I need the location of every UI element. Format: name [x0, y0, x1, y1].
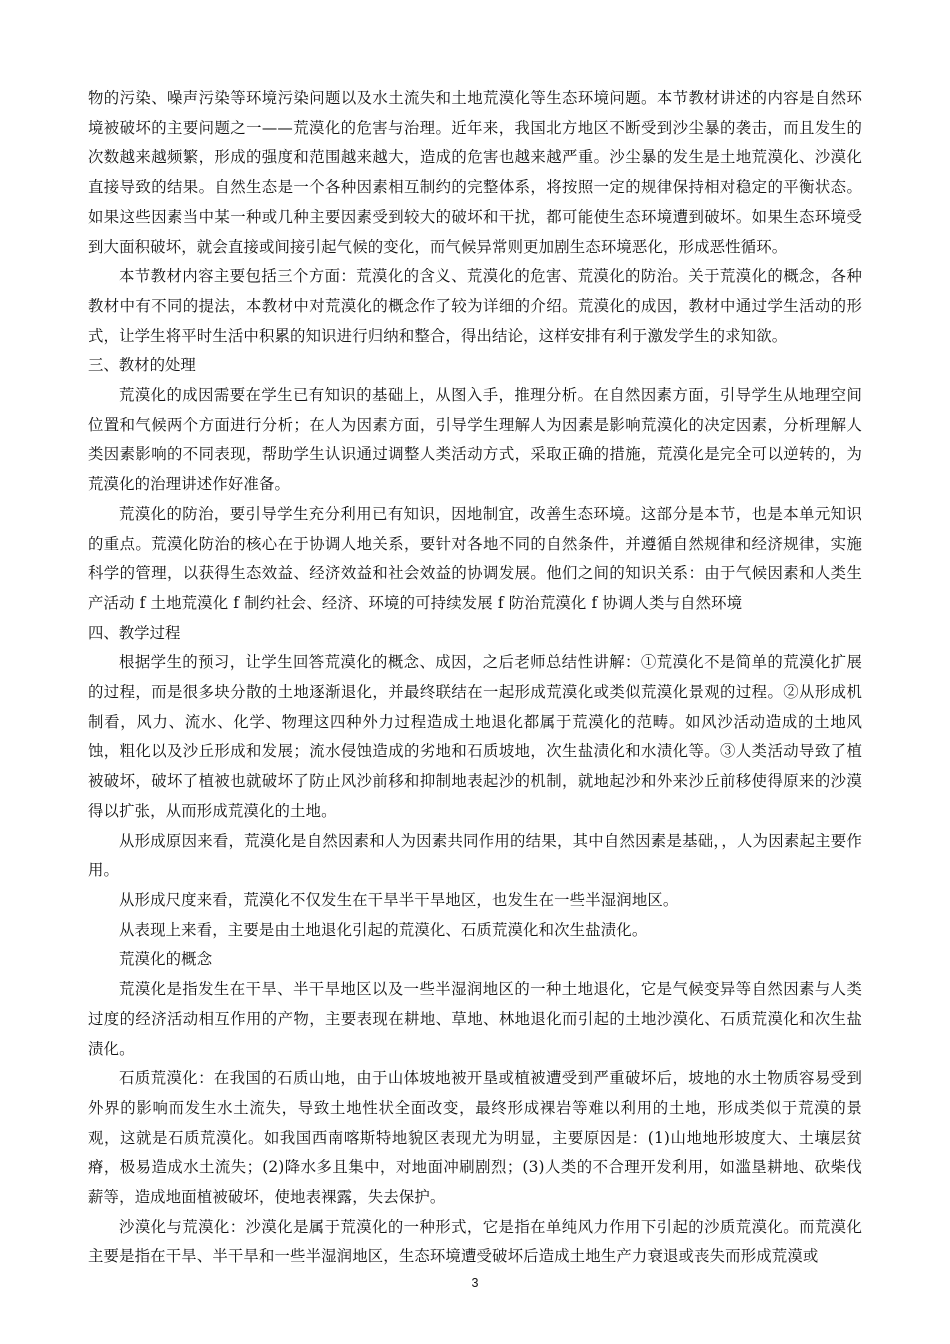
- paragraph: 石质荒漠化：在我国的石质山地，由于山体坡地被开垦或植被遭受到严重破坏后，坡地的水土物质容易受到外界的影响而发生水土流失，导致土地性状全面改变，最终形成裸岩等难以利用的土地，形成类似于荒漠的景观，这就是石质荒漠化。如我国西南喀斯特地貌区表现尤为明显，主要原因是：(1)山地地形坡度大、土壤层贫瘠，极易造成水土流失；(2)降水多且集中，对地面冲刷剧烈；(3)人类的不合理开发利用，如滥垦耕地、砍柴伐薪等，造成地面植被破坏，使地表裸露，失去保护。: [88, 1069, 862, 1207]
- paragraph: 沙漠化与荒漠化：沙漠化是属于荒漠化的一种形式，它是指在单纯风力作用下引起的沙质荒漠化。而荒漠化主要是指在干旱、半干旱和一些半湿润地区，生态环境遭受破坏后造成土地生产力衰退或丧失而形成荒漠或: [88, 1217, 862, 1266]
- paragraph: 从形成尺度来看，荒漠化不仅发生在干旱半干旱地区，也发生在一些半湿润地区。: [119, 890, 679, 909]
- paragraph: 从形成原因来看，荒漠化是自然因素和人为因素共同作用的结果，其中自然因素是基础，，人为因素起主要作用。: [88, 831, 862, 880]
- paragraph: 根据学生的预习，让学生回答荒漠化的概念、成因，之后老师总结性讲解：①荒漠化不是简单的荒漠化扩展的过程，而是很多块分散的土地逐渐退化，并最终联结在一起形成荒漠化或类似荒漠化景观的过程。②从形成机制看，风力、流水、化学、物理这四种外力过程造成土地退化都属于荒漠化的范畴。如风沙活动造成的土地风蚀，粗化以及沙丘形成和发展；流水侵蚀造成的劣地和石质坡地，次生盐渍化和水渍化等。③人类活动导致了植被破坏，破坏了植被也就破坏了防止风沙前移和抑制地表起沙的机制，就地起沙和外来沙丘前移使得原来的沙漠得以扩张，从而形成荒漠化的土地。: [88, 653, 862, 820]
- paragraph: 荒漠化是指发生在干旱、半干旱地区以及一些半湿润地区的一种土地退化，它是气候变异等自然因素与人类过度的经济活动相互作用的产物，主要表现在耕地、草地、林地退化而引起的土地沙漠化、石质荒漠化和次生盐渍化。: [88, 980, 862, 1058]
- paragraph: 荒漠化的防治，要引导学生充分利用已有知识，因地制宜，改善生态环境。这部分是本节，也是本单元知识的重点。荒漠化防治的核心在于协调人地关系，要针对各地不同的自然条件，并遵循自然规律和经济规律，实施科学的管理，以获得生态效益、经济效益和社会效益的协调发展。他们之间的知识关系：由于气候因素和人类生产活动 f 土地荒漠化 f 制约社会、经济、环境的可持续发展 f 防治荒漠化 f 协调人类与自然环境: [88, 504, 862, 612]
- paragraph: 物的污染、噪声污染等环境污染问题以及水土流失和土地荒漠化等生态环境问题。本节教材讲述的内容是自然环境被破坏的主要问题之一——荒漠化的危害与治理。近年来，我国北方地区不断受到沙尘暴的袭击，而且发生的次数越来越频繁，形成的强度和范围越来越大，造成的危害也越来越严重。沙尘暴的发生是土地荒漠化、沙漠化直接导致的结果。自然生态是一个各种因素相互制约的完整体系，将按照一定的规律保持相对稳定的平衡状态。如果这些因素当中某一种或几种主要因素受到较大的破坏和干扰，都可能使生态环境遭到破坏。如果生态环境受到大面积破坏，就会直接或间接引起气候的变化，而气候异常则更加剧生态环境恶化，形成恶性循环。: [88, 89, 862, 256]
- page-number: 3: [471, 1276, 479, 1290]
- section-heading: 三、教材的处理: [88, 356, 196, 375]
- section-heading: 四、教学过程: [88, 623, 181, 642]
- paragraph: 荒漠化的成因需要在学生已有知识的基础上，从图入手，推理分析。在自然因素方面，引导学生从地理空间位置和气候两个方面进行分析；在人为因素方面，引导学生理解人为因素是影响荒漠化的决定因素，分析理解人类因素影响的不同表现，帮助学生认识通过调整人类活动方式，采取正确的措施，荒漠化是完全可以逆转的，为荒漠化的治理讲述作好准备。: [88, 386, 862, 494]
- paragraph: 从表现上来看，主要是由土地退化引起的荒漠化、石质荒漠化和次生盐渍化。: [119, 920, 648, 939]
- paragraph: 本节教材内容主要包括三个方面：荒漠化的含义、荒漠化的危害、荒漠化的防治。关于荒漠化的概念，各种教材中有不同的提法，本教材中对荒漠化的概念作了较为详细的介绍。荒漠化的成因，教材中通过学生活动的形式，让学生将平时生活中积累的知识进行归纳和整合，得出结论，这样安排有利于激发学生的求知欲。: [88, 267, 862, 345]
- subheading: 荒漠化的概念: [119, 950, 213, 969]
- document-page: [88, 84, 862, 1272]
